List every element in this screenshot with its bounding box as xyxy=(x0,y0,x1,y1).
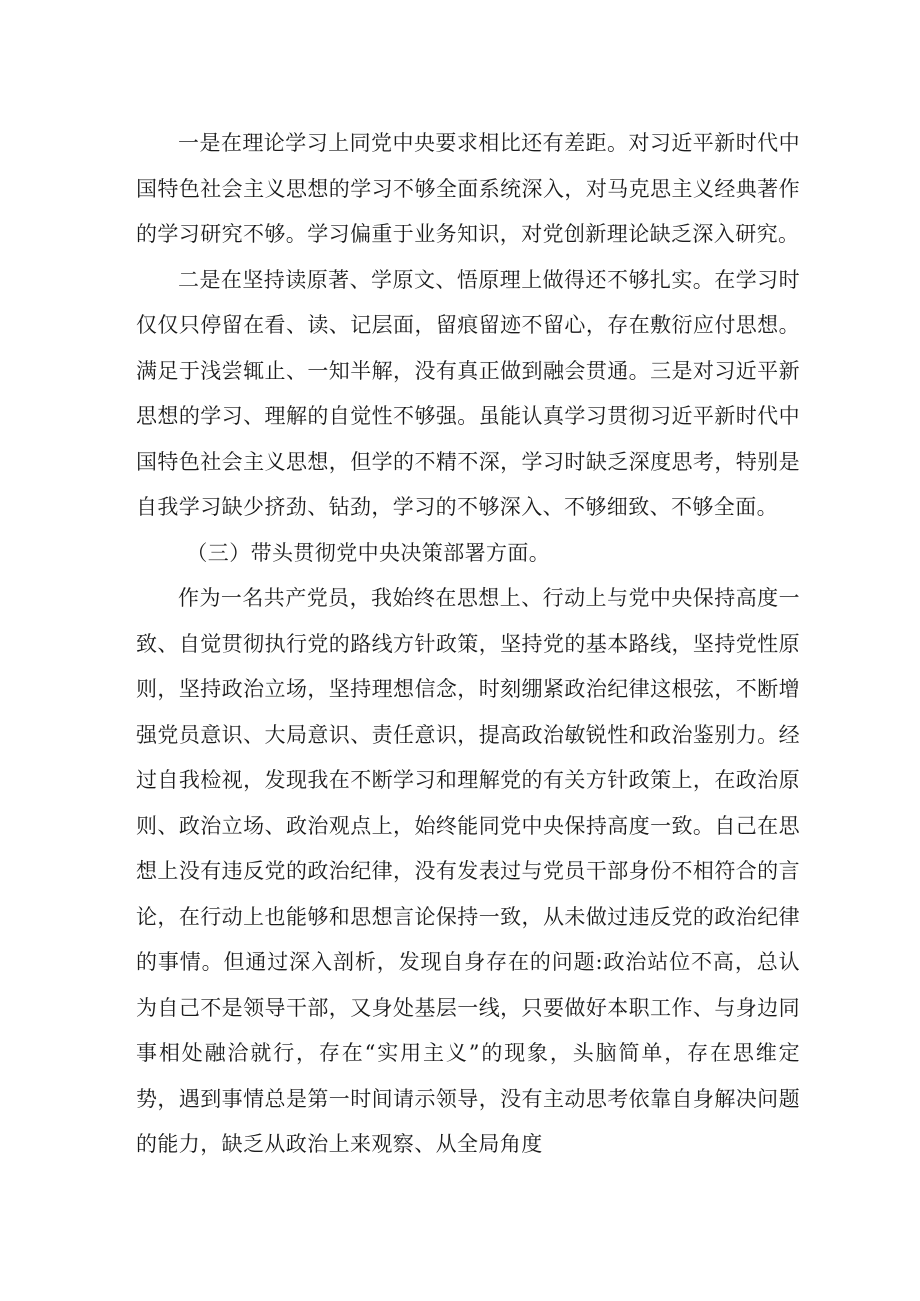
document-body xyxy=(136,121,800,1168)
paragraph-party-member: 作为一名共产党员，我始终在思想上、行动上与党中央保持高度一致、自觉贯彻执行党的路线方针政策，坚持党的基本路线，坚持党性原则，坚持政治立场，坚持理想信念，时刻绷紧政治纪律这根弦，不断增强党员意识、大局意识、责任意识，提高政治敏锐性和政治鉴别力。经过自我检视，发现我在不断学习和理解党的有关方针政策上，在政治原则、政治立场、政治观点上，始终能同党中央保持高度一致。自己在思想上没有违反党的政治纪律，没有发表过与党员干部身份不相符合的言论，在行动上也能够和思想言论保持一致，从未做过违反党的政治纪律的事情。但通过深入剖析，发现自身存在的问题:政治站位不高，总认为自己不是领导干部，又身处基层一线，只要做好本职工作、与身边同事相处融洽就行，存在“实用主义”的现象，头脑简单，存在思维定势，遇到事情总是第一时间请示领导，没有主动思考依靠自身解决问题的能力，缺乏从政治上来观察、从全局角度 xyxy=(136,586,800,1156)
paragraph-theory-study: 一是在理论学习上同党中央要求相比还有差距。对习近平新时代中国特色社会主义思想的学习不够全面系统深入，对马克思主义经典著作的学习研究不够。学习偏重于业务知识，对党创新理论缺乏深入研究。 xyxy=(136,131,800,246)
section-heading: （三）带头贯彻党中央决策部署方面。 xyxy=(186,540,551,565)
paragraph-reading-originals: 二是在坚持读原著、学原文、悟原理上做得还不够扎实。在学习时仅仅只停留在看、读、记层面，留痕留迹不留心，存在敷衍应付思想。满足于浅尝辄止、一知半解，没有真正做到融会贯通。三是对习近平新思想的学习、理解的自觉性不够强。虽能认真学习贯彻习近平新时代中国特色社会主义思想，但学的不精不深，学习时缺乏深度思考，特别是自我学习缺少挤劲、钻劲，学习的不够深入、不够细致、不够全面。 xyxy=(136,267,800,519)
